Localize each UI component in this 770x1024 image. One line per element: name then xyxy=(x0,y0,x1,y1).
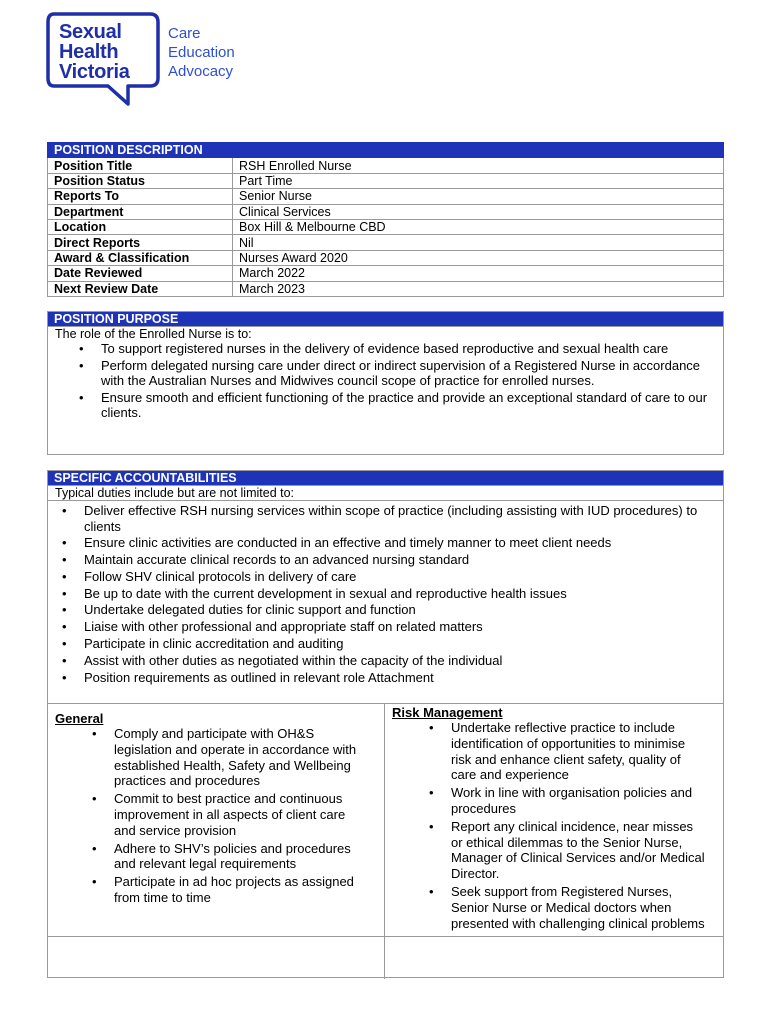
list-item: • Ensure clinic activities are conducted in an effective and timely manner to meet client needs xyxy=(84,535,715,551)
list-item: • Perform delegated nursing care under direct or indirect supervision of a Registered Nurse in accordance with the Australian Nurses and Midwives council scope of practice for enrolled nurses. xyxy=(101,358,715,389)
row-value: Part Time xyxy=(233,173,724,188)
risk-management-title: Risk Management xyxy=(392,705,503,720)
list-item: • Maintain accurate clinical records to an advanced nursing standard xyxy=(84,552,715,568)
table-row xyxy=(48,250,724,265)
accountabilities-list-container xyxy=(48,500,723,685)
section-intro: Typical duties include but are not limited to: xyxy=(55,486,295,500)
row-value: Nurses Award 2020 xyxy=(233,250,724,265)
row-label: Date Reviewed xyxy=(48,266,233,281)
list-item: • Undertake reflective practice to include identification of opportunities to minimise risk and enhance client safety, quality of care and experience xyxy=(451,720,705,783)
row-label: Award & Classification xyxy=(48,250,233,265)
list-item: • Report any clinical incidence, near misses or ethical dilemmas to the Senior Nurse, Manager of Clinical Services and/or Medical Director. xyxy=(451,819,705,882)
row-value: Box Hill & Melbourne CBD xyxy=(233,219,724,234)
list-item: • Participate in ad hoc projects as assigned from time to time xyxy=(114,874,368,906)
list-item: • Ensure smooth and efficient functioning of the practice and provide an exceptional standard of care to our clients. xyxy=(101,390,715,421)
table-header-row xyxy=(48,143,724,158)
table-row xyxy=(48,266,724,281)
accountabilities-list xyxy=(48,503,723,685)
purpose-list xyxy=(48,341,723,421)
logo-word-2: Health xyxy=(59,41,119,63)
list-item: • Commit to best practice and continuous improvement in all aspects of client care and service provision xyxy=(114,791,368,838)
list-item: • Assist with other duties as negotiated within the capacity of the individual xyxy=(84,653,715,669)
table-row xyxy=(48,219,724,234)
row-value: RSH Enrolled Nurse xyxy=(233,158,724,173)
list-item: • Deliver effective RSH nursing services within scope of practice (including assisting with IUD procedures) to clients xyxy=(84,503,715,534)
table-row xyxy=(48,158,724,173)
list-item: • Follow SHV clinical protocols in delivery of care xyxy=(84,569,715,585)
row-label: Reports To xyxy=(48,189,233,204)
list-item: • Position requirements as outlined in relevant role Attachment xyxy=(84,670,715,686)
row-label: Position Status xyxy=(48,173,233,188)
logo-word-3: Victoria xyxy=(59,61,130,83)
table-row xyxy=(48,204,724,219)
risk-management-list xyxy=(415,720,713,933)
two-column-area xyxy=(48,703,723,978)
row-label: Direct Reports xyxy=(48,235,233,250)
row-value: Clinical Services xyxy=(233,204,724,219)
table-row xyxy=(48,281,724,296)
row-label: Department xyxy=(48,204,233,219)
column-divider xyxy=(384,937,385,979)
general-title: General xyxy=(55,711,104,726)
table-row xyxy=(48,189,724,204)
row-value: March 2022 xyxy=(233,266,724,281)
general-list xyxy=(78,726,376,908)
logo-word-1: Sexual xyxy=(59,21,122,43)
list-item: • Seek support from Registered Nurses, Senior Nurse or Medical doctors when presented with challenging clinical problems xyxy=(451,884,705,931)
list-item: • Comply and participate with OH&S legislation and operate in accordance with established Health, Safety and Wellbeing practices and procedures xyxy=(114,726,368,789)
position-description-table xyxy=(47,142,724,297)
section-intro: The role of the Enrolled Nurse is to: xyxy=(55,327,252,341)
specific-accountabilities-section xyxy=(47,470,724,978)
logo-tagline-3: Advocacy xyxy=(168,63,234,80)
list-item: • Be up to date with the current development in sexual and reproductive health issues xyxy=(84,586,715,602)
empty-row xyxy=(48,936,723,979)
list-item: • Adhere to SHV’s policies and procedures and relevant legal requirements xyxy=(114,841,368,873)
list-item: • Undertake delegated duties for clinic support and function xyxy=(84,602,715,618)
row-label: Position Title xyxy=(48,158,233,173)
logo-tagline-2: Education xyxy=(168,44,235,61)
row-label: Next Review Date xyxy=(48,281,233,296)
organization-logo xyxy=(46,12,256,112)
list-item: • Liaise with other professional and appropriate staff on related matters xyxy=(84,619,715,635)
row-label: Location xyxy=(48,219,233,234)
section-header: POSITION DESCRIPTION xyxy=(48,143,724,158)
row-value: Nil xyxy=(233,235,724,250)
row-value: Senior Nurse xyxy=(233,189,724,204)
table-row xyxy=(48,235,724,250)
position-purpose-section xyxy=(47,311,724,455)
row-value: March 2023 xyxy=(233,281,724,296)
general-column xyxy=(48,704,385,936)
risk-management-column xyxy=(385,704,723,936)
section-header: SPECIFIC ACCOUNTABILITIES xyxy=(48,471,723,486)
list-item: • Work in line with organisation policies and procedures xyxy=(451,785,705,817)
list-item: • Participate in clinic accreditation and auditing xyxy=(84,636,715,652)
section-header: POSITION PURPOSE xyxy=(48,312,723,327)
logo-tagline-1: Care xyxy=(168,25,201,42)
table-row xyxy=(48,173,724,188)
list-item: • To support registered nurses in the delivery of evidence based reproductive and sexual health care xyxy=(101,341,715,357)
